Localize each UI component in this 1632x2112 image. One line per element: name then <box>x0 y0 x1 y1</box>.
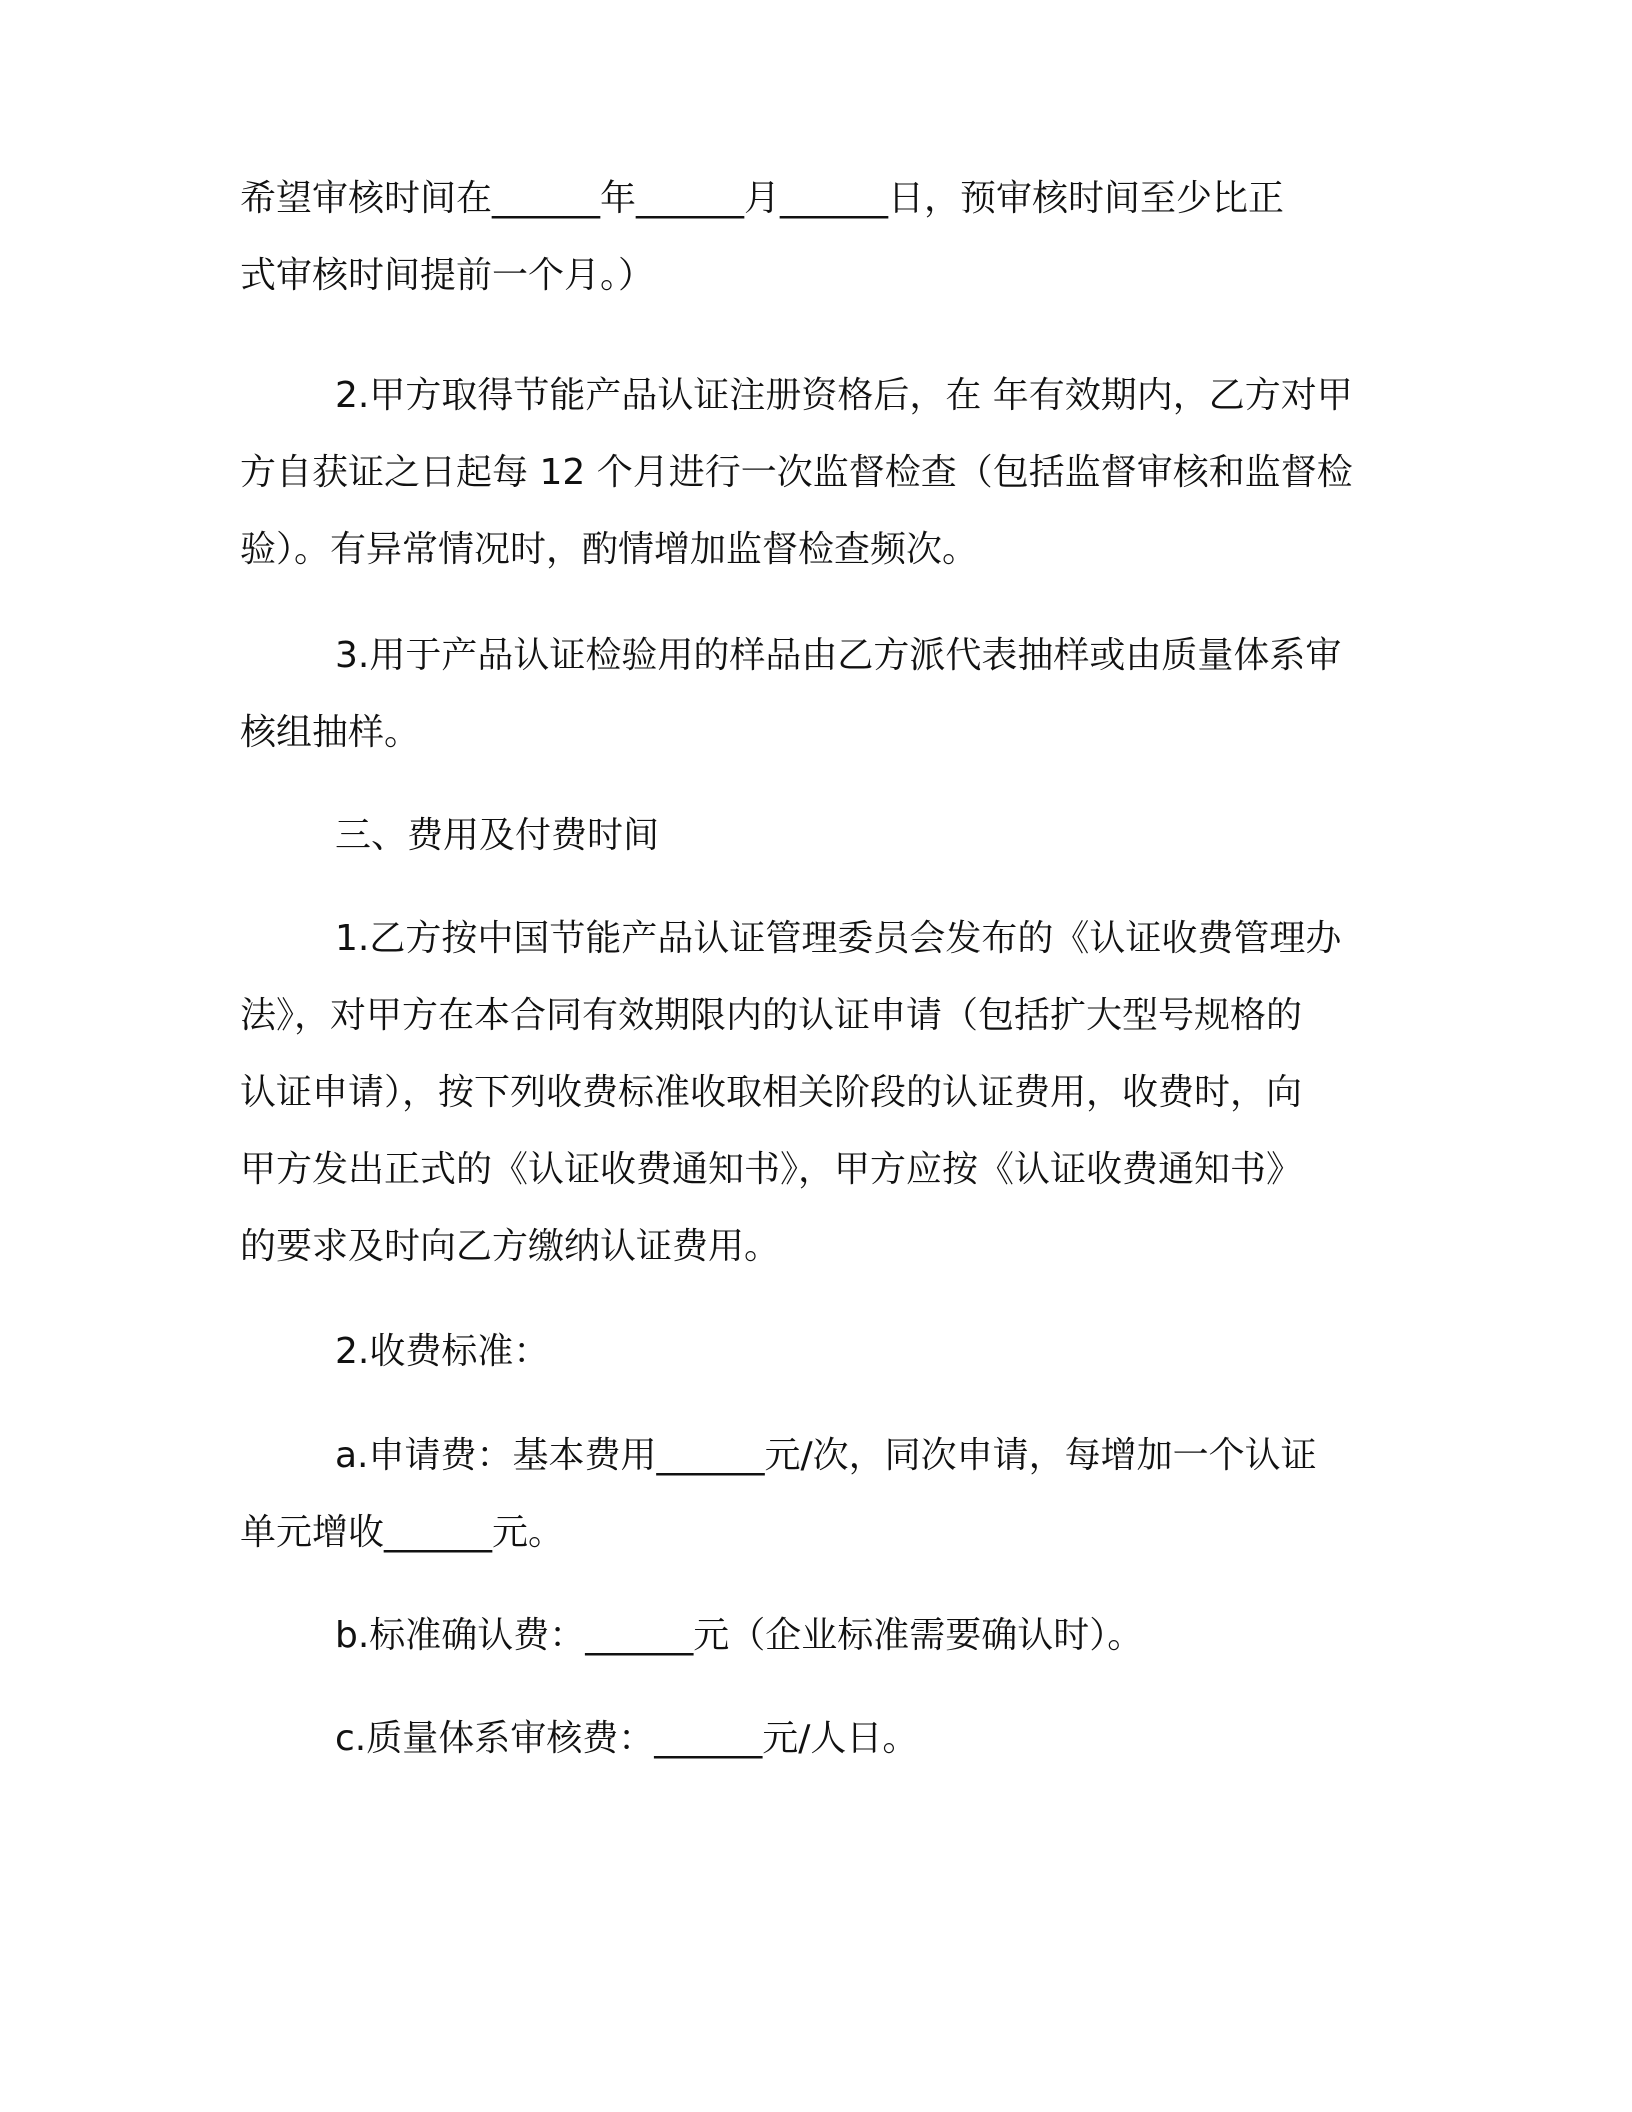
text-line: 式审核时间提前一个月。） <box>240 255 655 296</box>
paragraph-fee-c <box>240 1700 1390 1777</box>
text-line: 2.甲方取得节能产品认证注册资格后，在 年有效期内，乙方对甲 <box>335 375 1353 416</box>
paragraph-fee-clause-1 <box>240 900 1390 1285</box>
paragraph-fee-a <box>240 1417 1390 1571</box>
paragraph-clause-3 <box>240 617 1390 771</box>
text-line: 认证申请），按下列收费标准收取相关阶段的认证费用，收费时，向 <box>240 1072 1303 1113</box>
paragraph-audit-time <box>240 160 1390 314</box>
paragraph-fee-b <box>240 1597 1390 1674</box>
section-heading: 三、费用及付费时间 <box>335 815 660 856</box>
text-line: 单元增收______元。 <box>240 1512 565 1553</box>
text-line: 1.乙方按中国节能产品认证管理委员会发布的《认证收费管理办 <box>335 918 1342 959</box>
text-line: 验）。有异常情况时，酌情增加监督检查频次。 <box>240 529 979 570</box>
text-line: c.质量体系审核费：______元/人日。 <box>335 1718 919 1759</box>
text-line: 2.收费标准： <box>335 1331 550 1372</box>
text-line: a.申请费：基本费用______元/次，同次申请，每增加一个认证 <box>335 1435 1317 1476</box>
paragraph-fee-clause-2 <box>240 1313 1390 1390</box>
text-line: b.标准确认费：______元（企业标准需要确认时）。 <box>335 1615 1144 1656</box>
paragraph-clause-2 <box>240 357 1390 588</box>
text-line: 甲方发出正式的《认证收费通知书》，甲方应按《认证收费通知书》 <box>240 1149 1303 1190</box>
section-heading-fees <box>240 797 1390 874</box>
text-line: 方自获证之日起每 12 个月进行一次监督检查（包括监督审核和监督检 <box>240 452 1353 493</box>
text-line: 3.用于产品认证检验用的样品由乙方派代表抽样或由质量体系审 <box>335 635 1342 676</box>
text-line: 希望审核时间在______年______月______日，预审核时间至少比正 <box>240 178 1285 219</box>
text-line: 核组抽样。 <box>240 712 421 753</box>
text-line: 法》，对甲方在本合同有效期限内的认证申请（包括扩大型号规格的 <box>240 995 1303 1036</box>
text-line: 的要求及时向乙方缴纳认证费用。 <box>240 1226 781 1267</box>
